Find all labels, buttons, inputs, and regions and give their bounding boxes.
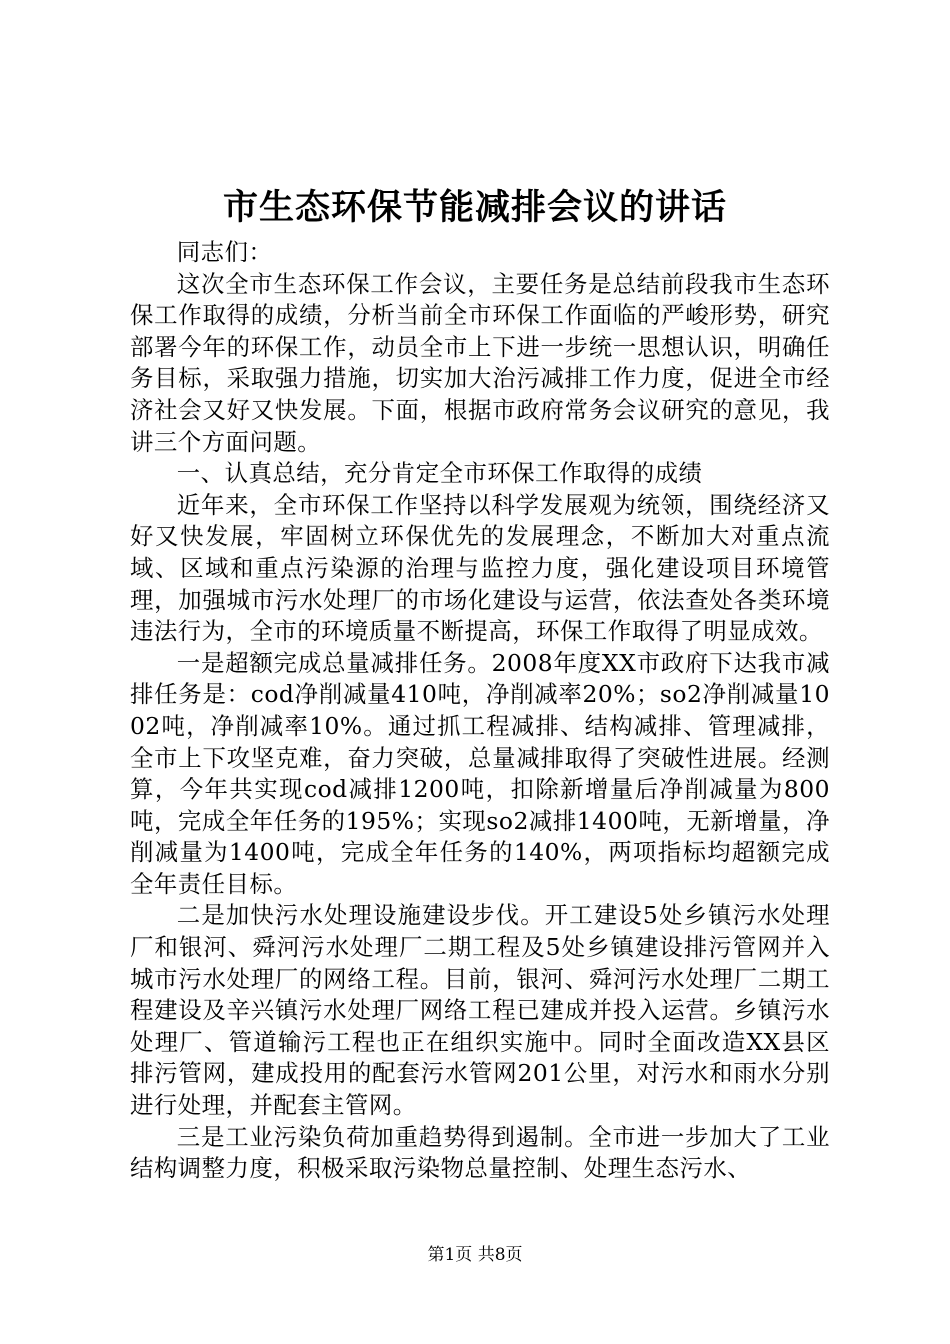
- paragraph-overview: 近年来，全市环保工作坚持以科学发展观为统领，围绕经济又好又快发展，牢固树立环保优先的发展理念，不断加大对重点流域、区域和重点污染源的治理与监控力度，强化建设项目环境管理，加强城市污水处理厂的市场化建设与运营，依法查处各类环境违法行为，全市的环境质量不断提高，环保工作取得了明显成效。: [130, 490, 830, 646]
- section-heading-1: 一、认真总结，充分肯定全市环保工作取得的成绩: [176, 459, 703, 488]
- document-title: 市生态环保节能减排会议的讲话: [222, 187, 727, 228]
- page-number-footer: 第1页 共8页: [427, 1245, 523, 1265]
- paragraph-point-2: 二是加快污水处理设施建设步伐。开工建设5处乡镇污水处理厂和银河、舜河污水处理厂二期工程及5处乡镇建设排污管网并入城市污水处理厂的网络工程。目前，银河、舜河污水处理厂二期工程建设及辛兴镇污水处理厂网络工程已建成并投入运营。乡镇污水处理厂、管道输污工程也正在组织实施中。同时全面改造XX县区排污管网，建成投用的配套污水管网201公里，对污水和雨水分别进行处理，并配套主管网。: [130, 901, 830, 1120]
- paragraph-intro: 这次全市生态环保工作会议，主要任务是总结前段我市生态环保工作取得的成绩，分析当前全市环保工作面临的严峻形势，研究部署今年的环保工作，动员全市上下进一步统一思想认识，明确任务目标，采取强力措施，切实加大治污减排工作力度，促进全市经济社会又好又快发展。下面，根据市政府常务会议研究的意见，我讲三个方面问题。: [130, 269, 830, 456]
- salutation: 同志们：: [176, 238, 273, 266]
- document-body: [130, 237, 830, 1185]
- paragraph-point-3: 三是工业污染负荷加重趋势得到遏制。全市进一步加大了工业结构调整力度，积极采取污染物总量控制、处理生态污水、: [130, 1122, 830, 1183]
- paragraph-point-1: 一是超额完成总量减排任务。2008年度XX市政府下达我市减排任务是：cod净削减量410吨，净削减率20%；so2净削减量1002吨，净削减率10%。通过抓工程减排、结构减排、管理减排，全市上下攻坚克难，奋力突破，总量减排取得了突破性进展。经测算，今年共实现cod减排1200吨，扣除新增量后净削减量为800吨，完成全年任务的195%；实现so2减排1400吨，无新增量，净削减量为1400吨，完成全年任务的140%，两项指标均超额完成全年责任目标。: [130, 648, 830, 898]
